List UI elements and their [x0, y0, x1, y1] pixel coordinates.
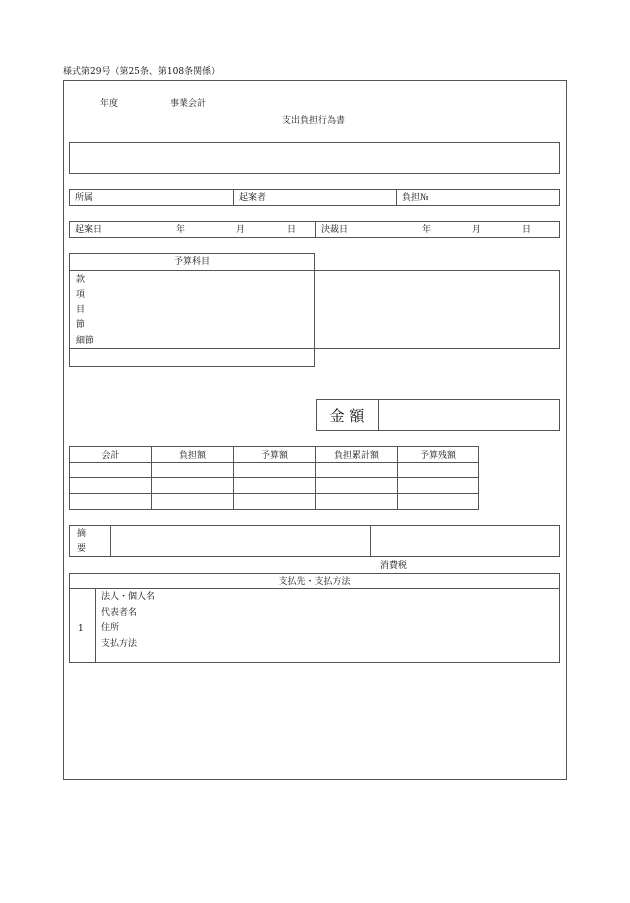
table-cell[interactable]: [151, 477, 234, 494]
summary-block: [69, 525, 560, 557]
budget-level-saisetsu: 細節: [76, 336, 95, 346]
table-cell[interactable]: [315, 462, 398, 478]
table-cell[interactable]: [233, 477, 316, 494]
payee-header: 支払先・支払方法: [278, 577, 351, 587]
table-cell[interactable]: [397, 477, 479, 494]
payee-name-label: 法人・個人名: [101, 592, 156, 602]
approval-month-unit: 月: [472, 225, 482, 235]
amount-label: 金 額: [329, 406, 365, 425]
budget-level-setsu: 節: [76, 320, 86, 330]
table-header-zangaku: 予算残額: [397, 446, 479, 463]
accounting-label: 事業会計: [170, 99, 207, 109]
draft-year-unit: 年: [176, 225, 186, 235]
dept-label: 所属: [75, 193, 94, 203]
table-cell[interactable]: [397, 493, 479, 510]
table-cell[interactable]: [151, 462, 234, 478]
budget-item-detail[interactable]: [314, 270, 560, 349]
form-number: 様式第29号（第25条、第108条関係）: [63, 67, 221, 77]
payee-representative-label: 代表者名: [101, 608, 138, 618]
table-header-kaikei: 会計: [69, 446, 152, 463]
budget-item-header: 予算科目: [174, 257, 211, 267]
document-title: 支出負担行為書: [282, 116, 346, 126]
approval-date-label: 決裁日: [321, 225, 349, 235]
drafter-label: 起案者: [239, 193, 267, 203]
payee-address-label: 住所: [101, 623, 120, 633]
table-cell[interactable]: [397, 462, 479, 478]
budget-level-moku: 目: [76, 305, 86, 315]
payee-number: 1: [78, 624, 84, 634]
table-header-ruikei: 負担累計額: [315, 446, 398, 463]
table-cell[interactable]: [69, 493, 152, 510]
table-header-futan: 負担額: [151, 446, 234, 463]
year-label: 年度: [100, 99, 119, 109]
draft-date-label: 起案日: [75, 225, 103, 235]
subject-field[interactable]: [69, 142, 560, 174]
table-cell[interactable]: [315, 493, 398, 510]
draft-day-unit: 日: [287, 225, 297, 235]
budget-level-kou: 項: [76, 290, 86, 300]
table-cell[interactable]: [233, 462, 316, 478]
approval-year-unit: 年: [422, 225, 432, 235]
table-cell[interactable]: [151, 493, 234, 510]
summary-label-top: 摘: [77, 529, 87, 539]
summary-label-bottom: 要: [77, 544, 87, 554]
payee-payment-method-label: 支払方法: [101, 639, 138, 649]
table-header-yosan: 予算額: [233, 446, 316, 463]
table-cell[interactable]: [69, 477, 152, 494]
info-row: [69, 189, 560, 206]
table-cell[interactable]: [69, 462, 152, 478]
table-cell[interactable]: [233, 493, 316, 510]
burden-no-label: 負担№: [402, 193, 429, 203]
amount-value[interactable]: [380, 399, 558, 431]
table-cell[interactable]: [315, 477, 398, 494]
draft-month-unit: 月: [236, 225, 246, 235]
approval-day-unit: 日: [522, 225, 532, 235]
budget-level-kan: 款: [76, 275, 86, 285]
consumption-tax-label: 消費税: [380, 561, 408, 571]
